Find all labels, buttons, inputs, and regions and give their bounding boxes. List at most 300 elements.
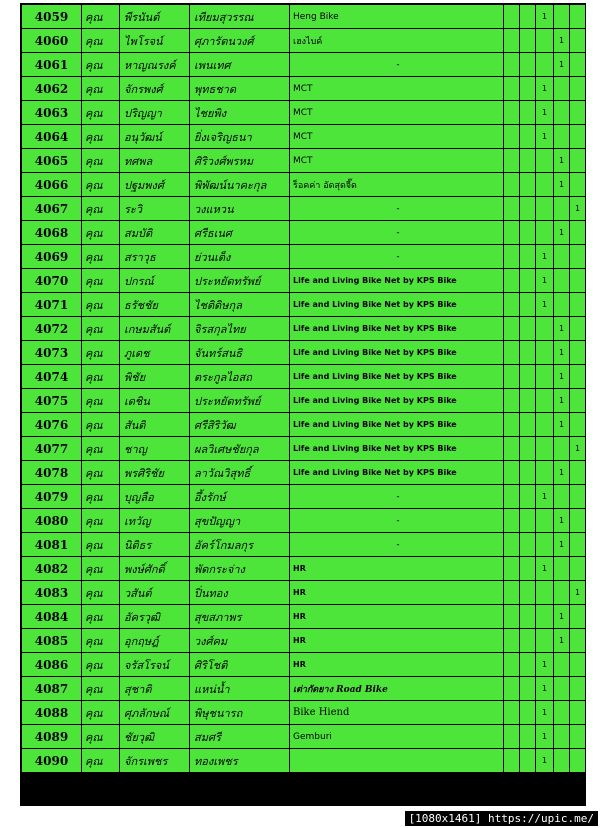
shop-name: Life and Living Bike Net by KPS Bike	[290, 341, 504, 365]
name-title: คุณ	[82, 485, 120, 509]
name-title: คุณ	[82, 509, 120, 533]
category-cell	[504, 437, 520, 461]
first-name: ชัยวุฒิ	[120, 725, 190, 749]
category-cell	[570, 509, 586, 533]
registration-table	[21, 4, 586, 773]
shop-name: HR	[290, 581, 504, 605]
first-name: บุญลือ	[120, 485, 190, 509]
category-cell	[520, 125, 536, 149]
first-name: สมบัติ	[120, 221, 190, 245]
category-cell	[554, 293, 570, 317]
shop-name: Life and Living Bike Net by KPS Bike	[290, 269, 504, 293]
last-name: ศิริวงศ์พรหม	[190, 149, 290, 173]
table-row	[22, 701, 586, 725]
category-mark: 1	[570, 197, 586, 221]
registration-number: 4064	[22, 125, 82, 149]
category-cell	[520, 605, 536, 629]
last-name: พิพัฒน์นาคะกุล	[190, 173, 290, 197]
last-name: ทองเพชร	[190, 749, 290, 773]
table-row	[22, 5, 586, 29]
category-cell	[570, 533, 586, 557]
registration-number: 4069	[22, 245, 82, 269]
table-row	[22, 197, 586, 221]
category-mark: 1	[554, 629, 570, 653]
shop-name: -	[290, 533, 504, 557]
name-title: คุณ	[82, 533, 120, 557]
registration-number: 4061	[22, 53, 82, 77]
first-name: อัครวุฒิ	[120, 605, 190, 629]
table-row	[22, 293, 586, 317]
category-cell	[570, 605, 586, 629]
registration-number: 4088	[22, 701, 82, 725]
category-mark: 1	[536, 677, 554, 701]
table-row	[22, 749, 586, 773]
last-name: พัดกระจ่าง	[190, 557, 290, 581]
category-cell	[536, 197, 554, 221]
category-mark: 1	[554, 173, 570, 197]
last-name: สมศรี	[190, 725, 290, 749]
registration-number: 4077	[22, 437, 82, 461]
name-title: คุณ	[82, 365, 120, 389]
registration-number: 4075	[22, 389, 82, 413]
last-name: พุทธชาด	[190, 77, 290, 101]
category-cell	[554, 77, 570, 101]
table-row	[22, 725, 586, 749]
table-row	[22, 413, 586, 437]
category-mark: 1	[554, 461, 570, 485]
name-title: คุณ	[82, 581, 120, 605]
registration-number: 4072	[22, 317, 82, 341]
category-cell	[520, 485, 536, 509]
shop-name: -	[290, 53, 504, 77]
registration-number: 4085	[22, 629, 82, 653]
category-cell	[536, 149, 554, 173]
category-cell	[536, 509, 554, 533]
category-cell	[520, 173, 536, 197]
last-name: จันทร์สนธิ	[190, 341, 290, 365]
name-title: คุณ	[82, 389, 120, 413]
category-cell	[504, 557, 520, 581]
last-name: จิรสกุลไทย	[190, 317, 290, 341]
category-mark: 1	[554, 533, 570, 557]
last-name: ประหยัดทรัพย์	[190, 269, 290, 293]
category-mark: 1	[570, 581, 586, 605]
shop-name: Life and Living Bike Net by KPS Bike	[290, 293, 504, 317]
category-cell	[504, 341, 520, 365]
first-name: อนุวัฒน์	[120, 125, 190, 149]
category-cell	[504, 77, 520, 101]
category-mark: 1	[536, 125, 554, 149]
table-row	[22, 101, 586, 125]
first-name: จักรพงศ์	[120, 77, 190, 101]
name-title: คุณ	[82, 677, 120, 701]
image-size-footer: [1080x1461] https://upic.me/	[405, 811, 598, 826]
category-cell	[570, 557, 586, 581]
shop-name: -	[290, 509, 504, 533]
first-name: นิติธร	[120, 533, 190, 557]
category-mark: 1	[536, 101, 554, 125]
category-cell	[554, 485, 570, 509]
last-name: เทียมสุวรรณ	[190, 5, 290, 29]
category-cell	[520, 509, 536, 533]
category-cell	[504, 461, 520, 485]
category-cell	[504, 5, 520, 29]
shop-name: MCT	[290, 101, 504, 125]
category-cell	[570, 29, 586, 53]
category-cell	[504, 749, 520, 773]
registration-number: 4082	[22, 557, 82, 581]
first-name: ปริญญา	[120, 101, 190, 125]
category-cell	[570, 485, 586, 509]
category-mark: 1	[536, 245, 554, 269]
category-cell	[504, 485, 520, 509]
category-cell	[504, 389, 520, 413]
category-cell	[570, 125, 586, 149]
last-name: ลาวัณวิสุทธิ์	[190, 461, 290, 485]
category-cell	[536, 365, 554, 389]
table-row	[22, 29, 586, 53]
category-cell	[520, 629, 536, 653]
category-mark: 1	[536, 557, 554, 581]
category-mark: 1	[536, 749, 554, 773]
category-mark: 1	[570, 437, 586, 461]
category-cell	[520, 245, 536, 269]
category-cell	[520, 581, 536, 605]
first-name: สันติ	[120, 413, 190, 437]
category-cell	[536, 173, 554, 197]
category-cell	[570, 77, 586, 101]
table-row	[22, 509, 586, 533]
first-name: ทศพล	[120, 149, 190, 173]
name-title: คุณ	[82, 341, 120, 365]
last-name: พิษุชนารถ	[190, 701, 290, 725]
shop-name: -	[290, 221, 504, 245]
first-name: จรัสโรจน์	[120, 653, 190, 677]
registration-number: 4080	[22, 509, 82, 533]
registration-number: 4070	[22, 269, 82, 293]
table-row	[22, 581, 586, 605]
registration-number: 4066	[22, 173, 82, 197]
last-name: แหน่น้ำ	[190, 677, 290, 701]
category-cell	[536, 389, 554, 413]
category-cell	[504, 725, 520, 749]
category-cell	[504, 173, 520, 197]
category-cell	[520, 437, 536, 461]
category-cell	[504, 509, 520, 533]
category-cell	[520, 365, 536, 389]
last-name: อึ้งรักษ์	[190, 485, 290, 509]
first-name: พีรนันต์	[120, 5, 190, 29]
shop-name: HR	[290, 629, 504, 653]
shop-name: Gemburi	[290, 725, 504, 749]
first-name: ชาญ	[120, 437, 190, 461]
registration-number: 4067	[22, 197, 82, 221]
first-name: พงษ์ศักดิ์	[120, 557, 190, 581]
category-cell	[570, 317, 586, 341]
category-cell	[520, 389, 536, 413]
category-cell	[504, 701, 520, 725]
category-cell	[520, 341, 536, 365]
category-cell	[554, 5, 570, 29]
table-row	[22, 485, 586, 509]
category-cell	[536, 221, 554, 245]
name-title: คุณ	[82, 557, 120, 581]
table-row	[22, 437, 586, 461]
table-row	[22, 365, 586, 389]
shop-name: Life and Living Bike Net by KPS Bike	[290, 317, 504, 341]
category-cell	[520, 653, 536, 677]
shop-name: -	[290, 197, 504, 221]
category-cell	[570, 53, 586, 77]
category-cell	[504, 677, 520, 701]
category-cell	[504, 53, 520, 77]
name-title: คุณ	[82, 101, 120, 125]
category-cell	[520, 101, 536, 125]
category-cell	[536, 413, 554, 437]
category-mark: 1	[536, 485, 554, 509]
last-name: ศรีสิริวัฒ	[190, 413, 290, 437]
category-mark: 1	[554, 365, 570, 389]
category-cell	[520, 533, 536, 557]
name-title: คุณ	[82, 53, 120, 77]
category-cell	[536, 437, 554, 461]
table-row	[22, 341, 586, 365]
registration-number: 4071	[22, 293, 82, 317]
category-cell	[520, 461, 536, 485]
category-mark: 1	[554, 53, 570, 77]
table-row	[22, 677, 586, 701]
category-cell	[520, 701, 536, 725]
category-cell	[554, 437, 570, 461]
category-mark: 1	[536, 77, 554, 101]
category-cell	[504, 29, 520, 53]
category-mark: 1	[554, 317, 570, 341]
first-name: ศุภลักษณ์	[120, 701, 190, 725]
name-title: คุณ	[82, 77, 120, 101]
shop-name: -	[290, 245, 504, 269]
table-row	[22, 389, 586, 413]
category-cell	[504, 221, 520, 245]
table-row	[22, 653, 586, 677]
registration-number: 4079	[22, 485, 82, 509]
name-title: คุณ	[82, 749, 120, 773]
category-cell	[520, 5, 536, 29]
name-title: คุณ	[82, 317, 120, 341]
category-cell	[520, 557, 536, 581]
category-cell	[520, 413, 536, 437]
category-cell	[570, 293, 586, 317]
category-cell	[504, 269, 520, 293]
category-cell	[520, 749, 536, 773]
shop-name: HR	[290, 557, 504, 581]
shop-name	[290, 749, 504, 773]
registration-number: 4060	[22, 29, 82, 53]
category-cell	[554, 125, 570, 149]
last-name: ประหยัดทรัพย์	[190, 389, 290, 413]
name-title: คุณ	[82, 605, 120, 629]
category-cell	[504, 533, 520, 557]
first-name: สราวุธ	[120, 245, 190, 269]
shop-name: Life and Living Bike Net by KPS Bike	[290, 461, 504, 485]
registration-number: 4076	[22, 413, 82, 437]
category-cell	[536, 605, 554, 629]
category-cell	[570, 653, 586, 677]
last-name: ไชติดิษกุล	[190, 293, 290, 317]
first-name: ระวิ	[120, 197, 190, 221]
category-mark: 1	[536, 293, 554, 317]
last-name: ไชยพิง	[190, 101, 290, 125]
category-cell	[504, 653, 520, 677]
category-mark: 1	[554, 413, 570, 437]
first-name: เกษมสันต์	[120, 317, 190, 341]
table-row	[22, 149, 586, 173]
table-row	[22, 53, 586, 77]
table-row	[22, 557, 586, 581]
first-name: เดชิน	[120, 389, 190, 413]
table-row	[22, 173, 586, 197]
category-cell	[570, 5, 586, 29]
category-cell	[520, 77, 536, 101]
shop-name: Life and Living Bike Net by KPS Bike	[290, 437, 504, 461]
table-row	[22, 605, 586, 629]
category-cell	[520, 293, 536, 317]
shop-name: -	[290, 485, 504, 509]
first-name: ธรัชชัย	[120, 293, 190, 317]
table-row	[22, 77, 586, 101]
registration-number: 4078	[22, 461, 82, 485]
category-cell	[554, 725, 570, 749]
category-cell	[536, 461, 554, 485]
last-name: ปิ่นทอง	[190, 581, 290, 605]
category-cell	[504, 605, 520, 629]
category-mark: 1	[554, 605, 570, 629]
category-cell	[504, 245, 520, 269]
table-row	[22, 125, 586, 149]
category-cell	[554, 653, 570, 677]
category-cell	[554, 557, 570, 581]
last-name: ยิ่งเจริญธนา	[190, 125, 290, 149]
category-cell	[554, 197, 570, 221]
table-row	[22, 221, 586, 245]
shop-name: เต่ากัดยาง Road Bike	[290, 677, 504, 701]
category-cell	[536, 317, 554, 341]
category-cell	[520, 29, 536, 53]
category-cell	[520, 269, 536, 293]
category-mark: 1	[554, 221, 570, 245]
name-title: คุณ	[82, 269, 120, 293]
shop-name: MCT	[290, 149, 504, 173]
registration-number: 4059	[22, 5, 82, 29]
last-name: วงศ์คม	[190, 629, 290, 653]
category-cell	[536, 533, 554, 557]
category-cell	[504, 125, 520, 149]
category-cell	[520, 149, 536, 173]
category-cell	[570, 701, 586, 725]
shop-name: ร็อคค่า อัดสุดจี๊ด	[290, 173, 504, 197]
first-name: อุกฤษฎ์	[120, 629, 190, 653]
category-cell	[570, 341, 586, 365]
name-title: คุณ	[82, 149, 120, 173]
category-mark: 1	[554, 149, 570, 173]
shop-name: Heng Bike	[290, 5, 504, 29]
first-name: ไพโรจน์	[120, 29, 190, 53]
last-name: ศุภารัตนวงศ์	[190, 29, 290, 53]
category-cell	[570, 245, 586, 269]
category-cell	[520, 725, 536, 749]
registration-number: 4081	[22, 533, 82, 557]
name-title: คุณ	[82, 413, 120, 437]
category-cell	[570, 149, 586, 173]
first-name: สุชาติ	[120, 677, 190, 701]
category-mark: 1	[536, 269, 554, 293]
registration-number: 4086	[22, 653, 82, 677]
registration-number: 4074	[22, 365, 82, 389]
category-cell	[504, 197, 520, 221]
category-cell	[570, 413, 586, 437]
registration-number: 4068	[22, 221, 82, 245]
category-mark: 1	[554, 509, 570, 533]
shop-name: Life and Living Bike Net by KPS Bike	[290, 413, 504, 437]
last-name: สุขปัญญา	[190, 509, 290, 533]
name-title: คุณ	[82, 221, 120, 245]
name-title: คุณ	[82, 725, 120, 749]
category-cell	[570, 389, 586, 413]
category-cell	[570, 749, 586, 773]
name-title: คุณ	[82, 461, 120, 485]
last-name: ย่วนเต็ง	[190, 245, 290, 269]
category-cell	[504, 365, 520, 389]
category-cell	[504, 413, 520, 437]
name-title: คุณ	[82, 701, 120, 725]
category-cell	[520, 221, 536, 245]
name-title: คุณ	[82, 29, 120, 53]
first-name: จักรเพชร	[120, 749, 190, 773]
category-cell	[554, 677, 570, 701]
category-cell	[504, 581, 520, 605]
last-name: เพนเทศ	[190, 53, 290, 77]
category-mark: 1	[536, 5, 554, 29]
registration-number: 4063	[22, 101, 82, 125]
last-name: ผลวิเศษชัยกุล	[190, 437, 290, 461]
category-cell	[504, 317, 520, 341]
category-cell	[536, 29, 554, 53]
category-cell	[570, 221, 586, 245]
last-name: อัคร์โกมลกุร	[190, 533, 290, 557]
category-cell	[570, 173, 586, 197]
registration-number: 4062	[22, 77, 82, 101]
category-cell	[520, 677, 536, 701]
last-name: ศรีธเนศ	[190, 221, 290, 245]
first-name: พิชัย	[120, 365, 190, 389]
name-title: คุณ	[82, 293, 120, 317]
shop-name: MCT	[290, 77, 504, 101]
category-mark: 1	[554, 29, 570, 53]
category-cell	[554, 701, 570, 725]
table-row	[22, 461, 586, 485]
category-mark: 1	[536, 701, 554, 725]
last-name: ศิริโชติ	[190, 653, 290, 677]
category-mark: 1	[554, 341, 570, 365]
category-cell	[554, 749, 570, 773]
table-row	[22, 317, 586, 341]
category-cell	[570, 269, 586, 293]
shop-name: Bike Hiend	[290, 701, 504, 725]
category-cell	[570, 725, 586, 749]
category-cell	[504, 101, 520, 125]
name-title: คุณ	[82, 245, 120, 269]
name-title: คุณ	[82, 653, 120, 677]
category-cell	[536, 341, 554, 365]
